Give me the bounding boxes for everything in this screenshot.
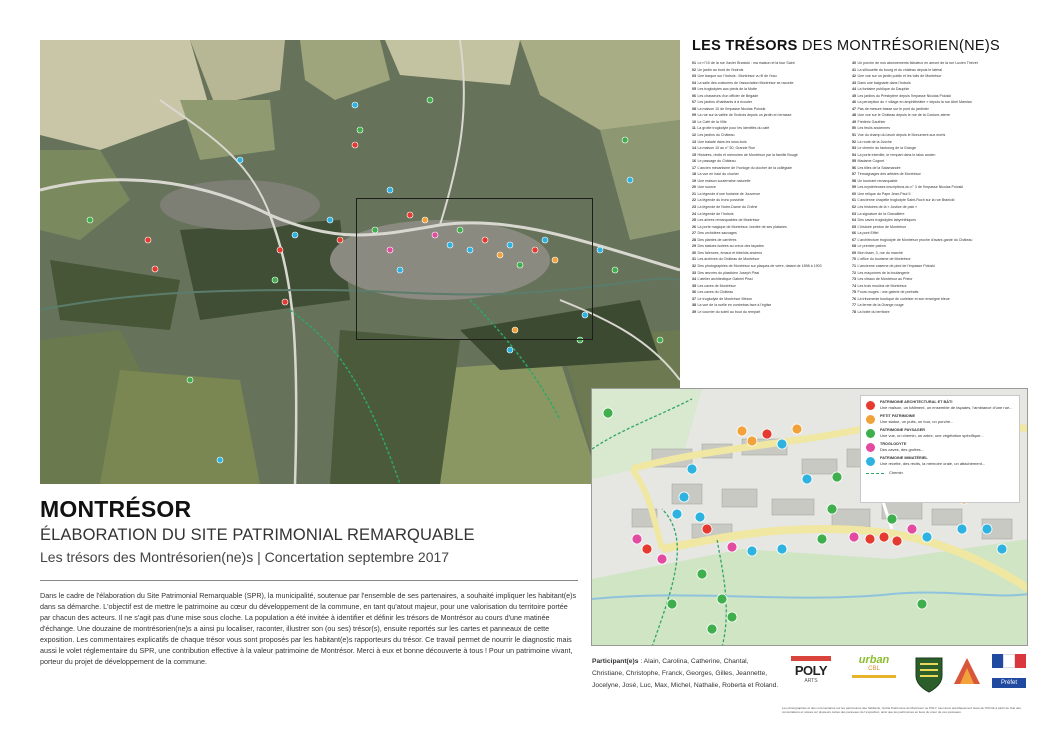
treasure-number: 07 [692, 100, 696, 105]
aerial-treasure-marker[interactable] [352, 142, 358, 148]
treasure-number: 11 [692, 126, 696, 131]
aerial-treasure-marker[interactable] [612, 267, 618, 273]
treasure-number: 01 [692, 61, 696, 65]
treasure-label: La vue en haut du clocher [697, 172, 739, 177]
treasure-number: 10 [692, 119, 696, 124]
treasures-title [692, 38, 1010, 54]
treasure-label: La pont Eiffel [857, 231, 879, 236]
treasure-label: Dans une baignade dans l'Indrois [857, 80, 911, 85]
treasure-list-item [852, 309, 1012, 316]
treasure-number: 65 [852, 224, 856, 229]
treasure-label: Un porche de nos abonnements fabuleux en amont de la rue Lucien Thévet [857, 61, 978, 65]
village-zoom-map[interactable] [591, 388, 1028, 646]
legend-text [880, 428, 984, 438]
treasure-number: 35 [692, 283, 696, 288]
treasure-label: Les chasseurs d'un officier de Brigade [697, 93, 759, 98]
treasure-number: 18 [692, 172, 696, 177]
map-legend [860, 395, 1020, 503]
aerial-treasure-marker[interactable] [432, 232, 438, 238]
treasure-label: Les archives du Château de Montrésor [697, 257, 760, 262]
aerial-treasure-marker[interactable] [282, 299, 288, 305]
aerial-treasure-marker[interactable] [577, 337, 583, 343]
treasure-label: L'histoire perdue de Montrésor [857, 224, 907, 229]
treasure-label: La légende d'une fontaine de Jouvence [697, 191, 761, 196]
treasure-label: Madame Cognet [857, 159, 885, 164]
treasure-number: 03 [692, 74, 696, 79]
treasure-number: 64 [852, 218, 856, 223]
treasure-label: Un jardin au bord de l'Indrois [697, 67, 744, 72]
legend-dot-icon [866, 401, 875, 410]
prefecture-logo-text: Préfet [992, 678, 1026, 688]
aerial-treasure-marker[interactable] [357, 127, 363, 133]
treasure-label: Le chemin du faubourg de la Grange [857, 146, 917, 151]
treasure-label: Histoires, récits et mémoires de Montrésor par la famille Bougé [697, 152, 798, 157]
trail-line-icon [866, 473, 884, 474]
treasure-number: 56 [852, 165, 856, 170]
treasure-number: 05 [692, 87, 696, 92]
aerial-treasure-marker[interactable] [387, 247, 393, 253]
aerial-treasure-marker[interactable] [397, 267, 403, 273]
aerial-treasure-marker[interactable] [387, 187, 393, 193]
treasure-number: 29 [692, 244, 696, 249]
treasure-label: L'ancienne caserne de pied de l'impasse Poloski [857, 263, 935, 268]
treasure-label: Les caves du Château [697, 290, 734, 295]
treasure-label: La trinomenie boutique de curieiser et son enseigne bleue [857, 296, 950, 301]
treasure-label: La vue de la ruelle en contrebas face à l'église [697, 303, 772, 308]
aerial-treasure-marker[interactable] [352, 102, 358, 108]
treasure-number: 68 [852, 244, 856, 249]
legend-dot-icon [866, 457, 875, 466]
treasure-number: 32 [692, 263, 696, 268]
treasure-label: Une vue sur le Château depuis le rue de la Couture-aterre [857, 113, 950, 118]
aerial-treasure-marker[interactable] [542, 237, 548, 243]
treasure-label: Mon lisser, 3, rue du marché [857, 250, 903, 255]
aerial-treasure-marker[interactable] [507, 242, 513, 248]
page-subtitle: ÉLABORATION DU SITE PATRIMONIAL REMARQUABLE [40, 526, 475, 544]
treasure-number: 34 [692, 277, 696, 282]
treasure-number: 52 [852, 139, 856, 144]
treasure-number: 23 [692, 205, 696, 210]
treasure-label: La maison 10 de l'impasse Nicolas Poloski [697, 106, 766, 111]
aerial-treasure-marker[interactable] [272, 277, 278, 283]
treasure-label: Les jardins du Château [697, 133, 735, 138]
treasure-label: La porte magique de Montrésor, bordée de ses platanes [697, 224, 787, 229]
treasure-number: 71 [852, 263, 856, 268]
zoom-treasure-marker[interactable] [632, 534, 642, 544]
aerial-map-canvas [40, 40, 680, 484]
treasure-label: La rue sur la vallée de l'Indrois depuis un jardin en terrasse [697, 113, 792, 118]
legend-description: Une statue, un puits, un four, un porche... [880, 419, 954, 424]
zoom-treasure-marker[interactable] [865, 534, 875, 544]
treasure-label: Une barque sur l'Indrois : Montrésor vu fil de l'eau [697, 74, 777, 79]
treasure-label: L'ancienne chapelle troglodyte Saint-Roch sur la rue Branicki [857, 198, 955, 203]
treasure-label: Les jardins d'habitants à à écouter [697, 100, 753, 105]
treasure-number: 12 [692, 133, 696, 138]
treasure-label: L'architecture troglodyte de Montrésor proche d'avant-garde du Château [857, 237, 973, 242]
aerial-treasure-marker[interactable] [372, 227, 378, 233]
poly-logo [784, 656, 838, 696]
treasure-number: 57 [852, 172, 856, 177]
legend-text [880, 414, 953, 424]
zoom-treasure-marker[interactable] [747, 546, 757, 556]
zoom-treasure-marker[interactable] [827, 504, 837, 514]
treasure-number: 45 [852, 93, 856, 98]
treasure-label: Les troglodytes aux pieds de la Motte [697, 87, 758, 92]
treasure-label: Une maison souterraine naturelle [697, 178, 751, 183]
legend-dot-icon [866, 429, 875, 438]
intro-paragraph: Dans le cadre de l'élaboration du Site Patrimonial Remarquable (SPR), la municipalité, soutenue par l'ensemble de ses partenaires, a souhaité impliquer les habitant(e)s dans sa démarche. L'objectif est de mettre le patrimoine au cœur du développement de la commune, en tant qu'atout majeur, pour une valorisation du territoire portée par chacun des acteurs. Il ne s'agit pas d'une mise sous cloche. La population a été invitée à identifier et définir les trésors de Montrésor au cours d'une matinée d'échange. Une douzaine de montrésorien(ne)s a ainsi pu localiser, raconter, illustrer son (ou ses) trésor(s), ensuite reportés sur les cartes et panneaux de cette exposition. Les commentaires explicatifs de chaque trésor vous sont proposés par les habitant(e)s rapporteurs du trésor. Ce travail permet de nourrir le diagnostic mais aussi le volet réglementaire du SPR, une contribution effective à la valeur patrimoine de Montrésor. Merci à eux et bonne découverte à tous ! Pour un patrimoine vivant, porteur du projet de développement de la commune. [40, 591, 577, 666]
treasure-label: Frédéric Gauthier [857, 119, 886, 124]
zoom-treasure-marker[interactable] [679, 492, 689, 502]
aerial-treasure-marker[interactable] [427, 97, 433, 103]
treasure-label: Une source [697, 185, 716, 190]
treasure-number: 02 [692, 67, 696, 72]
zoom-treasure-marker[interactable] [707, 624, 717, 634]
zoom-treasure-marker[interactable] [907, 524, 917, 534]
zoom-treasure-marker[interactable] [695, 512, 705, 522]
treasure-label: Un tournant remarquable [857, 178, 898, 183]
aerial-treasure-marker[interactable] [517, 262, 523, 268]
legend-title: PATRIMOINE PAYSAGER [880, 428, 926, 432]
treasure-number: 73 [852, 277, 856, 282]
treasure-label: La ferme de la Grange rouge [857, 303, 904, 308]
aerial-treasure-marker[interactable] [87, 217, 93, 223]
treasure-label: La salle des costumes de l'association Montrésor se raconte [697, 80, 794, 85]
treasure-number: 48 [852, 113, 856, 118]
zoom-treasure-marker[interactable] [667, 599, 677, 609]
treasure-number: 44 [852, 87, 856, 92]
legend-item [866, 428, 1014, 438]
zoom-treasure-marker[interactable] [727, 612, 737, 622]
treasure-label: Les mystérieuses inscriptions du n° 3 de l'impasse Nicolas Poloski [857, 185, 964, 190]
zoom-treasure-marker[interactable] [879, 532, 889, 542]
poly-logo-sub: ARTS [804, 678, 818, 684]
treasure-number: 25 [692, 218, 696, 223]
treasure-label: La route de la Jusche [857, 139, 892, 144]
zoom-treasure-marker[interactable] [697, 569, 707, 579]
treasures-list-column-1 [692, 60, 842, 315]
treasure-label: Une balade dans les sous-bois [697, 139, 747, 144]
legend-path-label: Chemin [889, 470, 903, 475]
prefecture-logo [992, 654, 1026, 696]
treasure-number: 42 [852, 74, 856, 79]
treasure-label: Vue du champ du lavoir depuis le Monument aux morts [857, 133, 946, 138]
treasure-number: 60 [852, 191, 856, 196]
treasure-label: La légende de l'Indrois [697, 211, 734, 216]
treasure-label: Les histoires de la « Justice de paix » [857, 205, 918, 210]
zoom-treasure-marker[interactable] [777, 544, 787, 554]
treasure-number: 67 [852, 237, 856, 242]
aerial-treasure-marker[interactable] [582, 312, 588, 318]
legend-title: PETIT PATRIMOINE [880, 414, 916, 418]
treasure-label: Les caves de Montrésor [697, 283, 736, 288]
treasure-number: 43 [852, 80, 856, 85]
treasure-label: La légende de Notre-Dame du Chêne [697, 205, 758, 210]
zoom-treasure-marker[interactable] [802, 474, 812, 484]
treasure-number: 26 [692, 224, 696, 229]
urban-logo [846, 654, 902, 698]
zoom-treasure-marker[interactable] [777, 439, 787, 449]
treasure-label: Fours rouges : une galerie de portraits [857, 290, 919, 295]
aerial-treasure-marker[interactable] [407, 212, 413, 218]
legend-text [880, 456, 985, 466]
treasure-number: 28 [692, 237, 696, 242]
legend-item [866, 442, 1014, 452]
treasure-number: 20 [692, 185, 696, 190]
treasure-label: Le premier patron [857, 244, 886, 249]
treasure-label: Témoignages des artistes de Montrésor [857, 172, 921, 177]
legend-text [880, 400, 1013, 410]
treasure-number: 17 [692, 165, 696, 170]
treasure-label: Une vue sur un jardin public et les toits de Montrésor [857, 74, 942, 79]
aerial-treasure-marker[interactable] [217, 457, 223, 463]
treasure-label: Les jardins du Presbytère depuis l'impasse Nicolas Poloski [857, 93, 952, 98]
treasure-label: La botte du territoire [857, 309, 890, 314]
aerial-treasure-marker[interactable] [187, 377, 193, 383]
treasure-number: 54 [852, 152, 856, 157]
legend-text [880, 442, 924, 452]
treasure-number: 31 [692, 257, 696, 262]
aerial-treasure-marker[interactable] [597, 247, 603, 253]
legend-dot-icon [866, 443, 875, 452]
treasure-label: L'atelier architectique Gabriel Pissi [697, 277, 753, 282]
treasure-label: La légende du tronc possédé [697, 198, 744, 203]
aerial-treasure-marker[interactable] [482, 237, 488, 243]
aerial-treasure-marker[interactable] [622, 137, 628, 143]
treasure-number: 78 [852, 309, 856, 314]
treasure-number: 51 [852, 133, 856, 138]
legend-title: TROGLODYTE [880, 442, 907, 446]
zoom-treasure-marker[interactable] [997, 544, 1007, 554]
treasure-label: Le courrier du soleil au bout du rempart [697, 309, 761, 314]
zoom-treasure-marker[interactable] [957, 524, 967, 534]
zoom-treasure-marker[interactable] [687, 464, 697, 474]
aerial-treasure-marker[interactable] [467, 247, 473, 253]
legend-item [866, 414, 1014, 424]
treasure-number: 24 [692, 211, 696, 216]
treasure-label: Des caves troglodytes labyrinthiques [857, 218, 917, 223]
aerial-treasure-marker[interactable] [422, 217, 428, 223]
treasure-label: La fontaine publique du Dauphin [857, 87, 910, 92]
treasure-label: Les arbres remarquables de Montrésor [697, 218, 760, 223]
treasure-number: 21 [692, 191, 696, 196]
treasure-label: Le troglodyte de Montrésor Mézon [697, 296, 753, 301]
legend-description: Une maison, un bâtiment, un ensemble de façades, l'ambiance d'une rue... [880, 405, 1013, 410]
legend-title: PATRIMOINE ARCHITECTURAL ET BÂTI [880, 400, 953, 404]
legend-item-path [866, 470, 1014, 475]
treasure-label: Les trois moulins de Montrésor [857, 283, 907, 288]
legend-dot-icon [866, 415, 875, 424]
page-title: MONTRÉSOR [40, 496, 192, 522]
title-block [40, 496, 580, 565]
legend-item [866, 400, 1014, 410]
treasure-number: 09 [692, 113, 696, 118]
urban-logo-sub: CBL [868, 666, 880, 672]
zoom-treasure-marker[interactable] [672, 509, 682, 519]
zoom-treasure-marker[interactable] [603, 408, 613, 418]
treasures-title-bold: LES TRÉSORS [692, 38, 798, 54]
zoom-treasure-marker[interactable] [657, 554, 667, 564]
treasure-label: La porte interdite, le rempart dans le talus ancien [857, 152, 936, 157]
treasure-number: 27 [692, 231, 696, 236]
zoom-treasure-marker[interactable] [717, 594, 727, 604]
treasures-panel [692, 38, 1010, 314]
treasure-number: 19 [692, 178, 696, 183]
zoom-treasure-marker[interactable] [849, 532, 859, 542]
treasure-number: 76 [852, 296, 856, 301]
treasure-label: Des faïences, émaux et bibelots anciens [697, 250, 763, 255]
treasure-label: Les maçonnes de la boulangerie [857, 270, 910, 275]
treasure-label: La grotte troglodyte pour les identités du café [697, 126, 770, 131]
treasure-number: 22 [692, 198, 696, 203]
treasure-label: Des œuvres du plasticien Joseph Pissi [697, 270, 760, 275]
zoom-treasure-marker[interactable] [792, 424, 802, 434]
treasure-label: Le n°10 de la rue Xavier Branicki : ma maison et la tour Saint [697, 61, 795, 65]
aerial-map[interactable] [40, 40, 680, 484]
legend-title: PATRIMOINE IMMATÉRIEL [880, 456, 928, 460]
treasure-number: 70 [852, 257, 856, 262]
treasure-number: 33 [692, 270, 696, 275]
treasure-label: L'ancien mécanisme de l'horloge du clocher de la collégiale [697, 165, 792, 170]
treasure-label: La perception du « village en amphithéâtre » depuis la rue Abel Mamian [857, 100, 972, 105]
aerial-treasure-marker[interactable] [152, 266, 158, 272]
treasure-number: 74 [852, 283, 856, 288]
treasure-label: Des photographies de Montrésor sur plaques de verre, datant de 1898 à 1903 [697, 263, 822, 268]
zoom-treasure-marker[interactable] [702, 524, 712, 534]
zoom-treasure-marker[interactable] [737, 426, 747, 436]
treasure-label: Les tilles de la Salamandre [857, 165, 901, 170]
partner-logos [782, 650, 1027, 706]
aerial-treasure-marker[interactable] [447, 242, 453, 248]
aerial-treasure-marker[interactable] [292, 232, 298, 238]
treasure-label: Les vitraux de Montrésor au Prieur [857, 277, 913, 282]
montresor-crest-logo [914, 654, 944, 694]
treasure-number: 40 [852, 61, 856, 65]
participants [592, 656, 780, 692]
page-subline: Les trésors des Montrésorien(ne)s | Concertation septembre 2017 [40, 549, 450, 565]
treasure-number: 75 [852, 290, 856, 295]
treasure-label: La signature de la Gravaillère [857, 211, 905, 216]
legend-description: Une vue, un chemin, un arbre, une végétation spécifique... [880, 433, 984, 438]
footnote: Les photographies et des commentaires sur les patrimoines des habitants, l'entité Patrimoine de Montrésor ou POLY, tous deux spécifiquement issus de l'OCCE à partir de l'été des concertations et notées sur plusieurs cartes des panneaux de l'exposition, ainsi que les patrimoines en lieux du cœur de ces panneaux. [782, 706, 1021, 714]
zoom-treasure-marker[interactable] [922, 532, 932, 542]
aerial-treasure-marker[interactable] [337, 237, 343, 243]
treasure-list-item [692, 309, 842, 316]
zoom-treasure-marker[interactable] [727, 542, 737, 552]
treasure-number: 38 [692, 303, 696, 308]
treasure-number: 53 [852, 146, 856, 151]
treasure-number: 14 [692, 146, 696, 151]
treasure-number: 13 [692, 139, 696, 144]
zoom-treasure-marker[interactable] [832, 472, 842, 482]
zoom-treasure-marker[interactable] [892, 536, 902, 546]
treasure-label: Des orchidées sauvages [697, 231, 737, 236]
treasure-label: Des plantes de carrières [697, 237, 737, 242]
treasure-number: 61 [852, 198, 856, 203]
treasure-number: 58 [852, 178, 856, 183]
treasure-number: 41 [852, 67, 856, 72]
aerial-treasure-marker[interactable] [497, 252, 503, 258]
treasure-number: 66 [852, 231, 856, 236]
aerial-treasure-marker[interactable] [507, 347, 513, 353]
treasure-number: 77 [852, 303, 856, 308]
treasure-number: 06 [692, 93, 696, 98]
zoom-treasure-marker[interactable] [762, 429, 772, 439]
divider [40, 580, 578, 581]
zoom-treasure-marker[interactable] [747, 436, 757, 446]
treasure-number: 39 [692, 309, 696, 314]
treasure-number: 30 [692, 250, 696, 255]
aerial-treasure-marker[interactable] [657, 337, 663, 343]
urban-logo-text: urban [858, 654, 890, 666]
aerial-treasure-marker[interactable] [327, 217, 333, 223]
treasure-label: Une relique du Pape Jean-Paul II [857, 191, 911, 196]
treasure-number: 15 [692, 152, 696, 157]
treasure-number: 16 [692, 159, 696, 164]
treasure-number: 36 [692, 290, 696, 295]
aerial-treasure-marker[interactable] [145, 237, 151, 243]
aerial-treasure-marker[interactable] [627, 177, 633, 183]
aerial-treasure-marker[interactable] [512, 327, 518, 333]
treasures-list-column-2 [852, 60, 1012, 315]
treasure-label: La maison 10 au n° 50, Grande Rue [697, 146, 756, 151]
legend-description: Une recette, des récits, la mémoire orale, un attachement... [880, 461, 986, 466]
treasures-title-light: DES MONTRÉSORIEN(NE)S [801, 38, 1001, 54]
participants-names: : Alain, Carolina, Catherine, Chantal, Christiane, Christophe, Franck, Georges, Gilles, Jeannette, Jocelyne, José, Luc, Max, Michel, Nathalie, Roberta et Roland. [592, 658, 779, 689]
treasure-label: L'office du tourisme de Montrésor [857, 257, 911, 262]
aerial-treasure-marker[interactable] [237, 157, 243, 163]
legend-item [866, 456, 1014, 466]
treasure-label: Des statues isolées au creux des façades [697, 244, 764, 249]
treasure-number: 69 [852, 250, 856, 255]
participants-label: Participant(e)s [592, 658, 639, 665]
region-logo [952, 654, 982, 694]
treasure-number: 46 [852, 100, 856, 105]
treasure-number: 04 [692, 80, 696, 85]
treasure-label: Le Café de la Ville [697, 119, 727, 124]
zoom-treasure-marker[interactable] [917, 599, 927, 609]
treasure-list-item [692, 263, 842, 270]
zoom-treasure-marker[interactable] [817, 534, 827, 544]
treasure-number: 08 [692, 106, 696, 111]
treasure-number: 63 [852, 211, 856, 216]
aerial-treasure-marker[interactable] [457, 227, 463, 233]
treasure-number: 37 [692, 296, 696, 301]
treasure-number: 72 [852, 270, 856, 275]
treasure-label: Pas de mesure basse sur le pont du jardinier [857, 106, 929, 111]
treasure-label: Les feuils anciennes [857, 126, 891, 131]
poly-logo-text: POLY [794, 663, 828, 678]
treasure-label: La silhouette du bourg et du château depuis le latéral [857, 67, 943, 72]
treasure-label: Le passage du Château [697, 159, 736, 164]
treasure-number: 47 [852, 106, 856, 111]
legend-description: Des caves, des grottes... [880, 447, 925, 452]
aerial-treasure-marker[interactable] [277, 247, 283, 253]
treasure-number: 59 [852, 185, 856, 190]
zoom-treasure-marker[interactable] [982, 524, 992, 534]
treasure-number: 62 [852, 205, 856, 210]
treasure-number: 55 [852, 159, 856, 164]
zoom-treasure-marker[interactable] [642, 544, 652, 554]
treasure-number: 49 [852, 119, 856, 124]
aerial-treasure-marker[interactable] [552, 257, 558, 263]
zoom-treasure-marker[interactable] [887, 514, 897, 524]
aerial-treasure-marker[interactable] [532, 247, 538, 253]
treasure-number: 50 [852, 126, 856, 131]
